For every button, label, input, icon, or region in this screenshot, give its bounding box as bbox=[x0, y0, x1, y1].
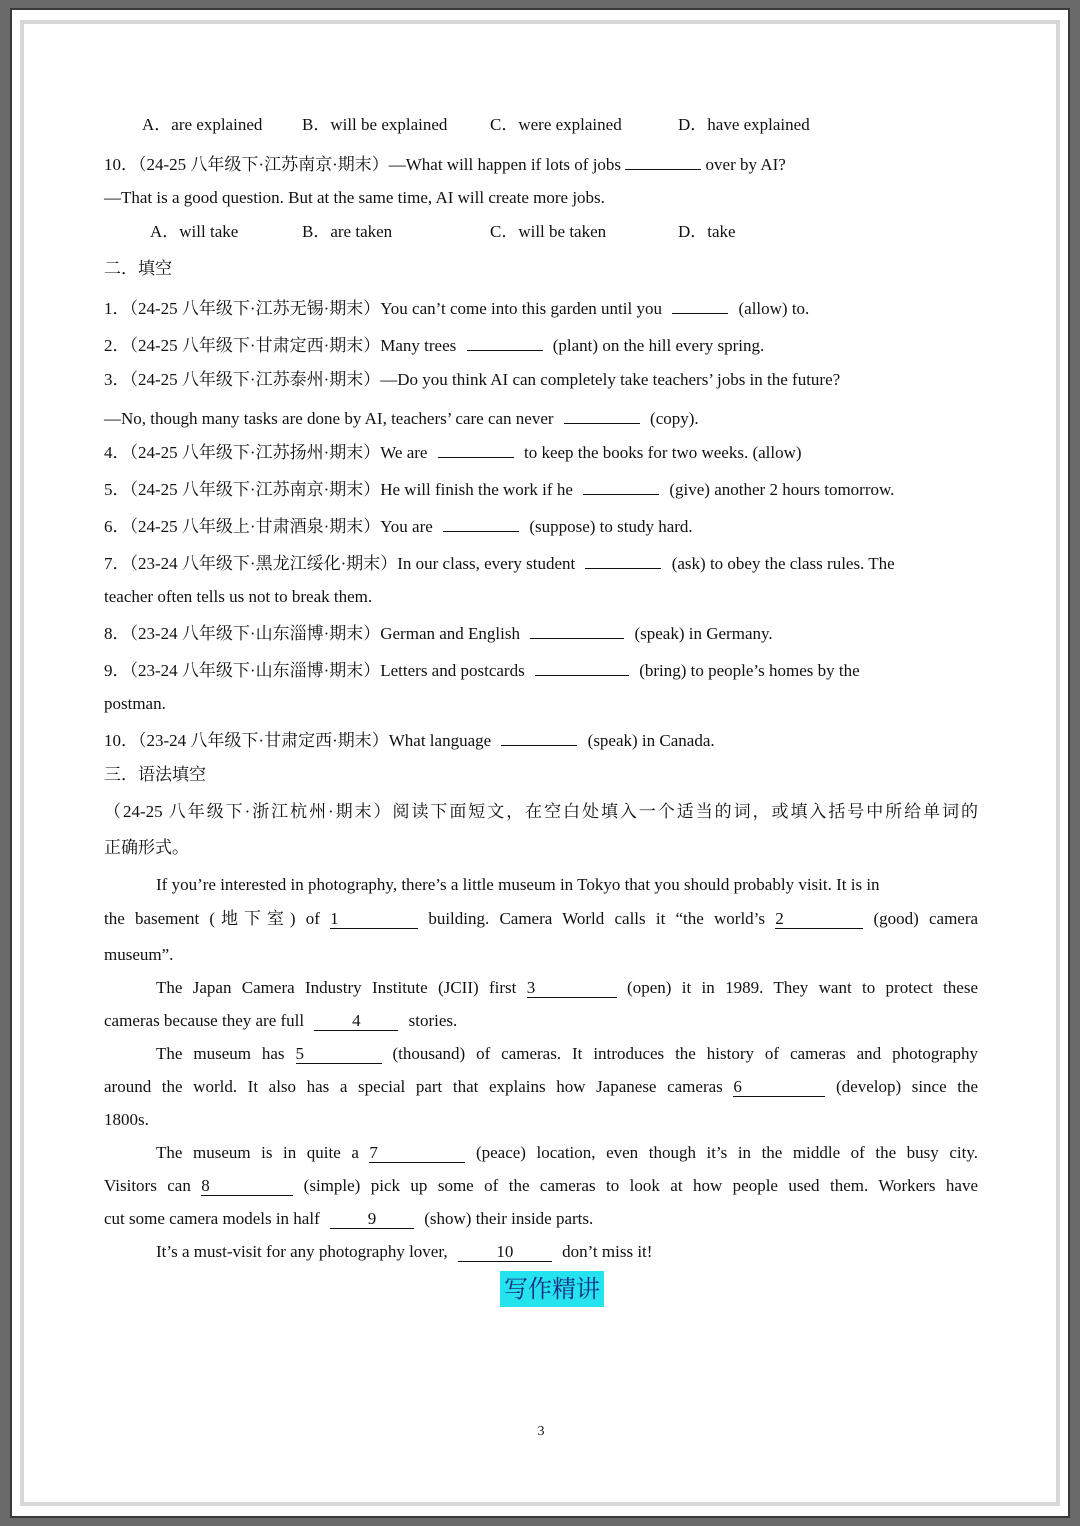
passage-text: It’s a must-visit for any photography lover, bbox=[156, 1242, 448, 1261]
passage-line bbox=[104, 908, 978, 930]
fill-item-continued: postman. bbox=[104, 694, 166, 713]
fill-item-continued: teacher often tells us not to break them. bbox=[104, 587, 373, 606]
passage-line: 1800s. bbox=[104, 1110, 149, 1129]
passage-line bbox=[156, 1241, 652, 1263]
answer-blank-6: 6 bbox=[733, 1078, 825, 1097]
fill-item-hint: (copy). bbox=[650, 409, 699, 428]
q10-option-b: B．are taken bbox=[302, 222, 393, 241]
answer-blank-7: 7 bbox=[369, 1144, 465, 1163]
passage-text: cut some camera models in half bbox=[104, 1209, 320, 1228]
question-text: —What will happen if lots of jobs bbox=[388, 155, 622, 174]
fill-item-hint: (speak) in Germany. bbox=[634, 624, 773, 643]
fill-item-hint: to keep the books for two weeks. (allow) bbox=[523, 443, 802, 462]
passage-text: (peace) location, even though it’s in the middle of the busy city. bbox=[475, 1143, 978, 1162]
fill-item-text: 10．（23-24 八年级下·甘肃定西·期末）What language bbox=[104, 731, 492, 750]
answer-blank bbox=[438, 439, 514, 458]
passage-text: around the world. It also has a special part that explains how Japanese cameras bbox=[104, 1077, 723, 1096]
answer-blank-8: 8 bbox=[201, 1177, 293, 1196]
fill-item bbox=[104, 476, 894, 501]
fill-item-text: —No, though many tasks are done by AI, teachers’ care can never bbox=[104, 409, 554, 428]
answer-blank-1: 1 bbox=[330, 910, 418, 929]
answer-blank bbox=[535, 657, 629, 676]
option-a: A．are explained bbox=[142, 115, 263, 134]
answer-blank bbox=[585, 550, 661, 569]
passage-text: Visitors can bbox=[104, 1176, 191, 1195]
answer-blank bbox=[530, 620, 624, 639]
fill-item-text: 7．（23-24 八年级下·黑龙江绥化·期末）In our class, every student bbox=[104, 554, 576, 573]
passage-line: museum”. bbox=[104, 945, 174, 964]
answer-blank bbox=[501, 727, 577, 746]
passage-text: cameras because they are full bbox=[104, 1011, 305, 1030]
answer-blank-2: 2 bbox=[775, 910, 863, 929]
passage-text: don’t miss it! bbox=[562, 1242, 653, 1261]
answer-blank-4: 4 bbox=[314, 1012, 398, 1031]
section-heading-fill-in: 二．填空 bbox=[104, 259, 172, 278]
fill-item bbox=[104, 550, 895, 575]
fill-item-text: 8．（23-24 八年级下·山东淄博·期末）German and English bbox=[104, 624, 520, 643]
passage-text: stories. bbox=[408, 1011, 458, 1030]
passage-line bbox=[104, 1175, 978, 1197]
passage-line bbox=[104, 1076, 978, 1098]
passage-text: (show) their inside parts. bbox=[424, 1209, 594, 1228]
answer-blank bbox=[672, 295, 728, 314]
fill-item-hint: (suppose) to study hard. bbox=[529, 517, 693, 536]
answer-blank bbox=[467, 332, 543, 351]
fill-item-text: 9．（23-24 八年级下·山东淄博·期末）Letters and postcards bbox=[104, 661, 525, 680]
fill-item-text: 3．（24-25 八年级下·江苏泰州·期末）—Do you think AI can completely take teachers’ jobs in the future? bbox=[104, 370, 841, 389]
fill-item bbox=[104, 332, 764, 357]
q10-option-a: A．will take bbox=[150, 222, 239, 241]
option-d: D．have explained bbox=[678, 115, 810, 134]
passage-line: If you’re interested in photography, there’s a little museum in Tokyo that you should probably visit. It is in bbox=[156, 875, 880, 894]
q10-option-c: C．will be taken bbox=[490, 222, 607, 241]
answer-blank-10: 10 bbox=[458, 1243, 552, 1262]
passage-text: (simple) pick up some of the cameras to look at how people used them. Workers have bbox=[303, 1176, 978, 1195]
fill-item-text: 2．（24-25 八年级下·甘肃定西·期末）Many trees bbox=[104, 336, 457, 355]
answer-blank bbox=[583, 476, 659, 495]
answer-blank-3: 3 bbox=[527, 979, 617, 998]
fill-item bbox=[104, 620, 773, 645]
passage-text: (develop) since the bbox=[835, 1077, 979, 1096]
passage-text: (thousand) of cameras. It introduces the history of cameras and photography bbox=[392, 1044, 979, 1063]
passage-text: (open) it in 1989. They want to protect these bbox=[627, 978, 979, 997]
question-number: 10． bbox=[104, 155, 138, 174]
fill-item-hint: (speak) in Canada. bbox=[587, 731, 715, 750]
passage-line bbox=[156, 1142, 978, 1164]
fill-item bbox=[104, 657, 860, 682]
q10-option-d: D．take bbox=[678, 222, 736, 241]
page-number: 3 bbox=[537, 1424, 545, 1439]
answer-blank-9: 9 bbox=[330, 1210, 414, 1229]
answer-blank bbox=[564, 405, 640, 424]
fill-item-hint: (give) another 2 hours tomorrow. bbox=[669, 480, 895, 499]
passage-line bbox=[156, 1043, 978, 1065]
fill-item bbox=[104, 369, 840, 391]
answer-blank-5: 5 bbox=[296, 1045, 382, 1064]
fill-item-hint: (bring) to people’s homes by the bbox=[639, 661, 860, 680]
fill-item-hint: (ask) to obey the class rules. The bbox=[671, 554, 895, 573]
question-source: （24-25 八年级下·江苏南京·期末） bbox=[138, 155, 389, 174]
question-10-reply: —That is a good question. But at the same time, AI will create more jobs. bbox=[104, 188, 605, 207]
fill-item-text: 4．（24-25 八年级下·江苏扬州·期末）We are bbox=[104, 443, 428, 462]
question-10 bbox=[104, 151, 786, 176]
question-text-after: over by AI? bbox=[705, 155, 786, 174]
passage-text: the basement (地下室) of bbox=[104, 909, 320, 928]
writing-section-heading: 写作精讲 bbox=[500, 1271, 604, 1307]
instruction: （24-25 八年级下·浙江杭州·期末）阅读下面短文，在空白处填入一个适当的词，或填入括号中所给单词的 bbox=[104, 802, 978, 821]
fill-item bbox=[104, 405, 699, 430]
passage-text: building. Camera World calls it “the world’s bbox=[428, 909, 766, 928]
passage-text: (good) camera bbox=[873, 909, 979, 928]
answer-blank bbox=[625, 151, 701, 170]
option-b: B．will be explained bbox=[302, 115, 448, 134]
fill-item-text: 6．（24-25 八年级上·甘肃酒泉·期末）You are bbox=[104, 517, 433, 536]
passage-text: The Japan Camera Industry Institute (JCII) first bbox=[156, 978, 517, 997]
fill-item bbox=[104, 295, 809, 320]
page-sheet bbox=[10, 8, 1070, 1518]
passage-line bbox=[156, 977, 978, 999]
passage-text: The museum has bbox=[156, 1044, 285, 1063]
answer-blank bbox=[443, 513, 519, 532]
fill-item bbox=[104, 513, 693, 538]
fill-item-text: 1．（24-25 八年级下·江苏无锡·期末）You can’t come into this garden until you bbox=[104, 299, 662, 318]
fill-item-text: 5．（24-25 八年级下·江苏南京·期末）He will finish the work if he bbox=[104, 480, 573, 499]
passage-line bbox=[104, 1208, 593, 1230]
section-heading-grammar: 三．语法填空 bbox=[104, 765, 206, 784]
fill-item bbox=[104, 727, 715, 752]
passage-text: The museum is in quite a bbox=[156, 1143, 359, 1162]
passage-line bbox=[104, 1010, 457, 1032]
option-c: C．were explained bbox=[490, 115, 622, 134]
instruction-continued: 正确形式。 bbox=[104, 838, 189, 857]
fill-item-hint: (allow) to. bbox=[738, 299, 810, 318]
fill-item-hint: (plant) on the hill every spring. bbox=[552, 336, 765, 355]
fill-item bbox=[104, 439, 802, 464]
